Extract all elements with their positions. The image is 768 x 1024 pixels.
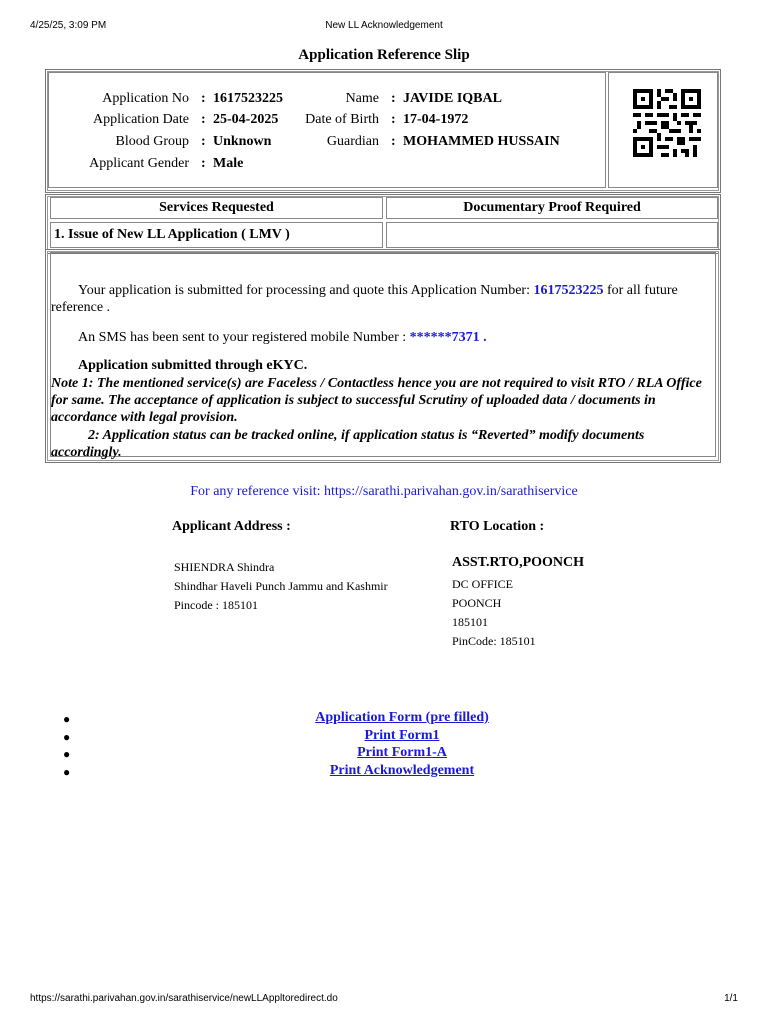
colon: : [201,134,206,149]
submission-message [51,282,701,316]
application-no-value: 1617523225 [213,91,283,106]
blood-group-label: Blood Group [115,134,189,149]
print-form1-link[interactable]: Print Form1 [364,727,440,743]
rto-line-4: PinCode: 185101 [452,634,536,648]
list-item [0,745,768,763]
note-1: Note 1: The mentioned service(s) are Faceless / Contactless hence you are not required to visit RTO / RLA Office for same. The acceptance of application is subject to successful Scrutiny of uploaded data / documents in accordance with legal provision. [51,376,702,425]
name-label: Name [345,91,379,106]
service-row-1: 1. Issue of New LL Application ( LMV ) [50,222,383,248]
rto-line-2: POONCH [452,596,502,610]
name-value: JAVIDE IQBAL [403,91,502,106]
colon: : [391,134,396,149]
print-acknowledgement-link[interactable]: Print Acknowledgement [329,762,475,778]
print-page-title: New LL Acknowledgement [325,20,443,31]
applicant-address [174,558,388,615]
address-line-3: Pincode : 185101 [174,598,258,612]
gender-label: Applicant Gender [89,156,189,171]
services-table [45,194,721,254]
rto-location-heading: RTO Location : [450,519,545,534]
slip-title: Application Reference Slip [298,47,470,63]
colon: : [201,91,206,106]
proof-row-1 [386,222,718,248]
bullet-icon: ● [63,712,71,726]
bullet-icon: ● [63,747,71,761]
dob-value: 17-04-1972 [403,112,469,127]
application-form-link[interactable]: Application Form (pre filled) [315,710,489,725]
applicant-details-box [45,69,721,193]
bullet-icon: ● [63,729,71,744]
submission-app-number: 1617523225 [533,283,604,298]
colon: : [391,112,396,127]
print-datetime: 4/25/25, 3:09 PM [30,20,107,31]
guardian-value: MOHAMMED HUSSAIN [403,134,560,149]
address-line-2: Shindhar Haveli Punch Jammu and Kashmir [174,579,388,593]
services-requested-header: Services Requested [50,197,383,219]
rto-name: ASST.RTO,POONCH [452,555,585,570]
message-content [50,252,716,460]
footer-url: https://sarathi.parivahan.gov.in/sarathiservice/newLLAppltoredirect.do [30,993,338,1004]
sms-text: An SMS has been sent to your registered mobile Number : [78,330,410,345]
submission-text-before: Your application is submitted for processing and quote this Application Number: [78,283,534,298]
application-no-label: Application No [102,91,189,106]
application-date-label: Application Date [92,112,189,127]
application-date-value: 25-04-2025 [213,112,279,127]
footer-page-number: 1/1 [724,993,738,1004]
message-box [45,249,721,463]
gender-value: Male [213,156,244,171]
qr-code-cell [608,72,718,188]
qr-code-icon [633,89,701,157]
reference-visit-link: For any reference visit: https://sarathi.parivahan.gov.in/sarathiservice [190,484,578,499]
print-form1a-link[interactable]: Print Form1-A [357,745,447,760]
submission-text-after: for all future reference . [51,283,678,315]
applicant-info [48,72,606,188]
rto-address [452,575,536,651]
guardian-label: Guardian [326,134,379,149]
address-line-1: SHIENDRA Shindra [174,560,275,574]
note-2: 2: Application status can be tracked online, if application status is “Reverted” modify documents accordingly. [51,428,645,460]
list-item [0,710,768,728]
rto-line-1: DC OFFICE [452,577,514,591]
sms-mobile-number: ******7371 . [409,330,487,345]
dob-label: Date of Birth [305,112,379,127]
colon: : [201,156,206,171]
sms-message [78,329,487,346]
list-item [0,728,768,746]
blood-group-value: Unknown [213,134,272,149]
colon: : [201,112,206,127]
action-links [0,710,768,780]
rto-line-3: 185101 [452,615,488,629]
list-item [0,763,768,781]
documentary-proof-header: Documentary Proof Required [386,197,718,219]
applicant-address-heading: Applicant Address : [172,519,291,534]
colon: : [391,91,396,106]
bullet-icon: ● [63,764,71,779]
ekyc-message: Application submitted through eKYC. [78,358,308,373]
